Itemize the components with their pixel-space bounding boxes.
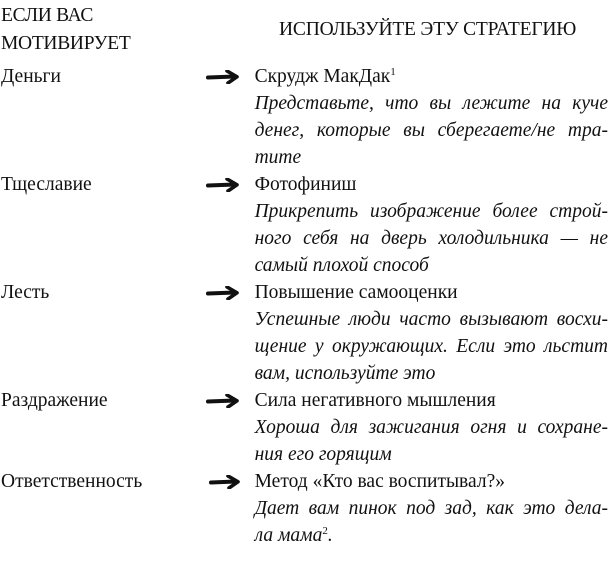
strategy-title: Повышение самооценки	[254, 282, 458, 303]
table-row	[0, 468, 608, 549]
strategy-cell	[255, 171, 608, 279]
motive-label: Ответственность	[1, 471, 143, 492]
footnote-marker: 2	[322, 525, 328, 537]
strategy-cell	[255, 279, 608, 387]
description-line: самый плохой способ	[254, 255, 429, 276]
table-body	[0, 63, 608, 549]
description-line: щение у окружающих. Если это льстит	[254, 336, 608, 357]
description-line: Хороша для зажигания огня и сохране-	[254, 417, 608, 438]
column-header-motive-line-2: МОТИВИРУЕТ	[1, 33, 131, 54]
description-line: тите	[254, 147, 302, 168]
strategy-description	[255, 414, 608, 468]
right-arrow-icon	[201, 171, 255, 198]
description-tail: .	[327, 525, 333, 546]
description-line: Дает вам пинок под зад, как это дела-	[254, 498, 608, 519]
strategy-description	[255, 495, 608, 549]
table-row	[0, 279, 608, 387]
strategy-title: Сила негативного мышления	[254, 390, 496, 411]
description-line-text: ла мама	[254, 525, 323, 546]
right-arrow-icon	[201, 387, 255, 414]
table-row	[0, 171, 608, 279]
description-line: ного себя на дверь холодильника — не	[254, 228, 608, 249]
description-line	[255, 522, 608, 549]
strategy-description	[255, 306, 608, 387]
right-arrow-icon	[201, 279, 255, 306]
description-line: денег, которые вы сберегаете/не тра-	[254, 120, 608, 141]
table-row	[0, 63, 608, 171]
strategy-description	[255, 90, 608, 171]
strategy-title-text: Скрудж МакДак	[254, 66, 391, 87]
strategy-cell	[255, 468, 608, 549]
motive-label: Раздражение	[1, 390, 108, 411]
motive-label: Тщеславие	[1, 174, 92, 195]
column-header-strategy: ИСПОЛЬЗУЙТЕ ЭТУ СТРАТЕГИЮ	[279, 19, 577, 40]
strategy-cell	[255, 387, 608, 468]
motive-label: Деньги	[1, 66, 61, 87]
description-line: ния его горящим	[254, 444, 392, 465]
footnote-marker: 1	[390, 66, 396, 78]
column-header-motive	[1, 2, 131, 58]
right-arrow-icon	[201, 63, 255, 90]
description-line: Успешные люди часто вызывают восхи-	[254, 309, 608, 330]
strategy-title: Метод «Кто вас воспитывал?»	[254, 471, 505, 492]
right-arrow-icon	[201, 468, 255, 495]
strategy-description	[255, 198, 608, 279]
strategy-title	[255, 63, 608, 90]
description-line: Представьте, что вы лежите на куче	[254, 93, 608, 114]
description-line: Прикрепить изображение более строй-	[254, 201, 608, 222]
motive-label: Лесть	[1, 282, 50, 303]
description-line: вам, используйте это	[254, 363, 436, 384]
column-header-motive-line-1: ЕСЛИ ВАС	[1, 5, 94, 26]
strategy-cell	[255, 63, 608, 171]
table-row	[0, 387, 608, 468]
strategy-title: Фотофиниш	[254, 174, 357, 195]
